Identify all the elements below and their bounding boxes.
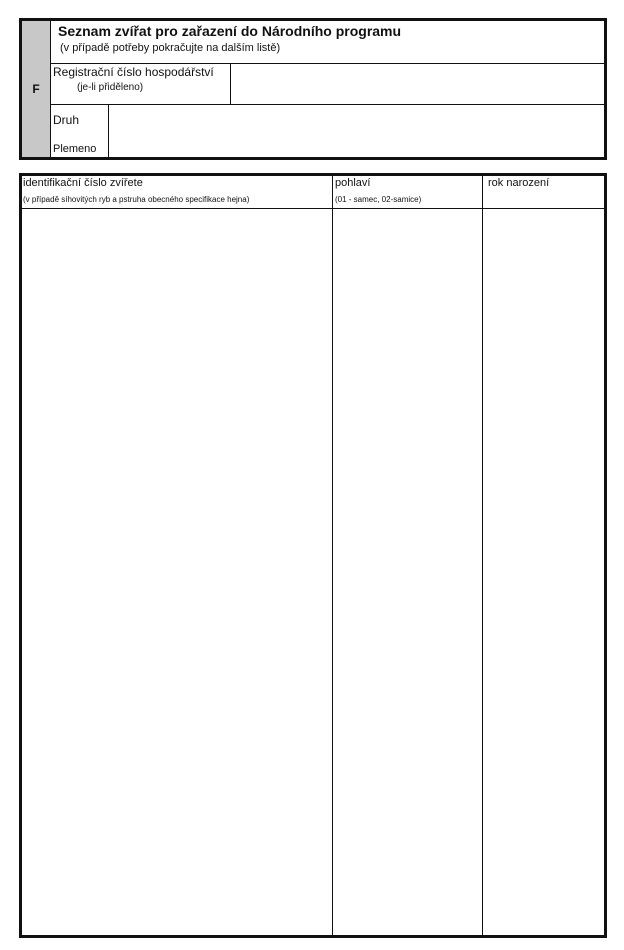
- registration-sublabel: (je-li přiděleno): [77, 82, 144, 93]
- registration-number-field[interactable]: [231, 64, 604, 104]
- section-title-row: [51, 21, 604, 64]
- section-f-body: [51, 21, 604, 157]
- registration-row: [51, 64, 604, 105]
- column-header-birth-year: rok narození: [488, 177, 550, 189]
- breed-label: Plemeno: [53, 143, 97, 155]
- column-header-sex: pohlaví: [335, 177, 371, 189]
- birth-year-column[interactable]: [483, 176, 604, 935]
- section-letter: F: [22, 21, 51, 157]
- species-breed-label-cell: [51, 105, 109, 157]
- column-subheader-sex: (01 - samec, 02-samice): [335, 195, 422, 204]
- section-title: Seznam zvířat pro zařazení do Národního programu: [58, 23, 402, 39]
- section-f: [19, 18, 607, 160]
- animal-list-table: [19, 173, 607, 938]
- species-breed-field[interactable]: [109, 105, 604, 157]
- registration-label-cell: [51, 64, 231, 104]
- section-subtitle: (v případě potřeby pokračujte na dalším listě): [60, 42, 281, 54]
- species-label: Druh: [53, 113, 80, 127]
- sex-column[interactable]: [333, 176, 483, 935]
- column-header-animal-id: identifikační číslo zvířete: [23, 177, 143, 189]
- registration-label: Registrační číslo hospodářství: [53, 65, 214, 79]
- column-subheader-animal-id: (v případě síhovitých ryb a pstruha obecného specifikace hejna): [23, 195, 250, 204]
- species-breed-row: [51, 105, 604, 157]
- animal-id-column[interactable]: [22, 176, 333, 935]
